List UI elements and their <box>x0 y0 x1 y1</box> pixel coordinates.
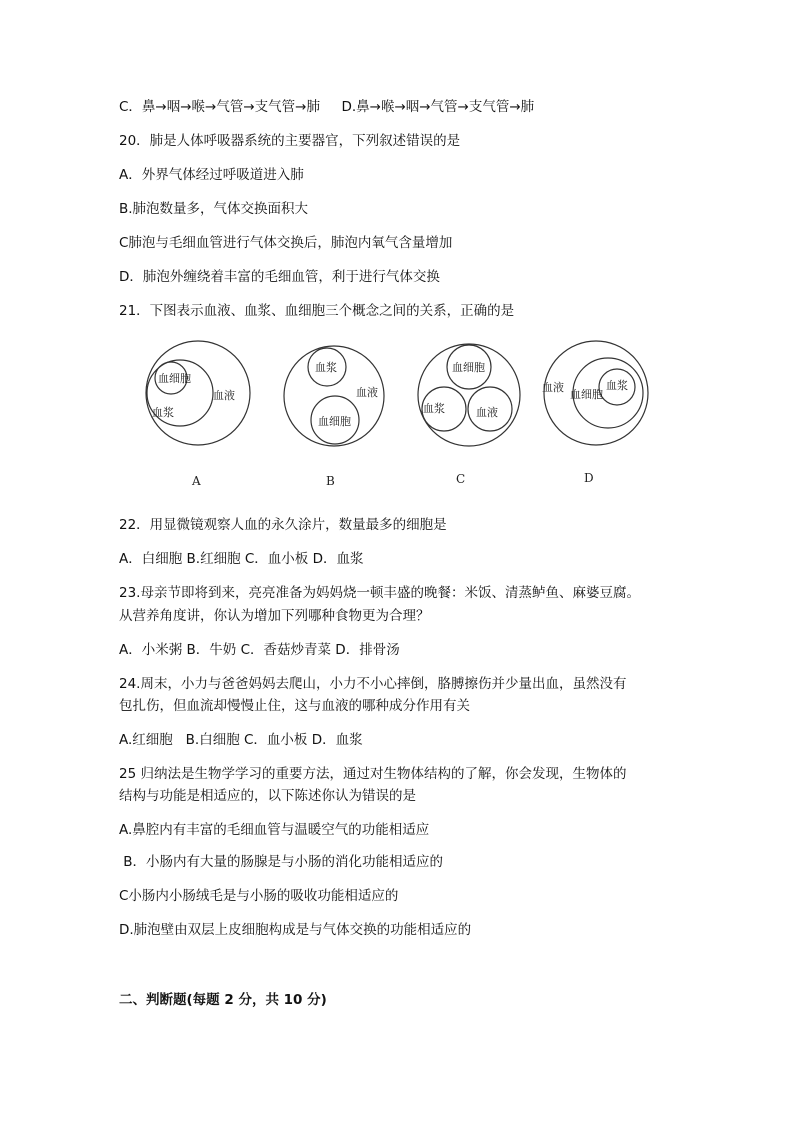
diagram-option-c <box>418 344 520 486</box>
q20-option-a: A．外界气体经过呼吸道进入肺 <box>119 167 304 183</box>
q25-stem-line2: 结构与功能是相适应的，以下陈述你认为错误的是 <box>119 788 416 804</box>
a-label-blood: 血液 <box>213 389 235 402</box>
q25-option-c: C小肠内小肠绒毛是与小肠的吸收功能相适应的 <box>119 888 399 904</box>
d-label-cells: 血细胞 <box>570 388 603 401</box>
q25-option-b: B．小肠内有大量的肠腺是与小肠的消化功能相适应的 <box>119 854 444 870</box>
c-option-label: C <box>456 472 466 486</box>
q24-options: A.红细胞 B.白细胞 C．血小板 D．血浆 <box>119 732 363 748</box>
b-label-cells: 血细胞 <box>318 415 351 428</box>
q25-stem-line1: 25 归纳法是生物学学习的重要方法，通过对生物体结构的了解，你会发现，生物体的 <box>119 766 627 782</box>
q23-stem-line1: 23.母亲节即将到来，亮亮准备为妈妈烧一顿丰盛的晚餐：米饭、清蒸鲈鱼、麻婆豆腐。 <box>119 585 640 601</box>
b-option-label: B <box>326 474 335 488</box>
b-label-plasma: 血浆 <box>315 361 337 374</box>
a-label-plasma: 血浆 <box>152 406 174 419</box>
q22-stem: 22．用显微镜观察人血的永久涂片，数量最多的细胞是 <box>119 517 447 533</box>
q23-options: A．小米粥 B．牛奶 C．香菇炒青菜 D．排骨汤 <box>119 642 400 658</box>
d-label-blood: 血液 <box>542 381 564 394</box>
venn-diagrams-svg <box>138 340 653 500</box>
q20-option-d: D．肺泡外缠绕着丰富的毛细血管，利于进行气体交换 <box>119 269 440 285</box>
q25-option-a: A.鼻腔内有丰富的毛细血管与温暖空气的功能相适应 <box>119 822 430 838</box>
diagram-option-b <box>284 346 384 488</box>
d-label-plasma: 血浆 <box>606 379 628 392</box>
q24-stem-line2: 包扎伤，但血流却慢慢止住，这与血液的哪种成分作用有关 <box>119 698 470 714</box>
diagram-option-d <box>542 341 648 485</box>
d-option-label: D <box>584 471 594 485</box>
q20-stem: 20．肺是人体呼吸器系统的主要器官，下列叙述错误的是 <box>119 133 461 149</box>
q19-options-cd: C．鼻→咽→喉→气管→支气管→肺 D.鼻→喉→咽→气管→支气管→肺 <box>119 99 535 115</box>
q21-stem: 21．下图表示血液、血浆、血细胞三个概念之间的关系，正确的是 <box>119 303 515 319</box>
b-label-blood: 血液 <box>356 386 378 399</box>
blood-concept-diagram <box>138 340 653 500</box>
c-outer-circle <box>418 344 520 446</box>
c-label-blood: 血液 <box>476 406 498 419</box>
c-label-plasma: 血浆 <box>423 402 445 415</box>
c-label-cells: 血细胞 <box>452 361 485 374</box>
diagram-option-a <box>146 341 250 488</box>
section-two-heading: 二、判断题(每题 2 分，共 10 分) <box>119 992 327 1008</box>
a-label-cells: 血细胞 <box>158 372 191 385</box>
q22-options: A．白细胞 B.红细胞 C．血小板 D．血浆 <box>119 551 364 567</box>
q23-stem-line2: 从营养角度讲，你认为增加下列哪种食物更为合理？ <box>119 608 430 624</box>
q20-option-b: B.肺泡数量多，气体交换面积大 <box>119 201 309 217</box>
q20-option-c: C肺泡与毛细血管进行气体交换后，肺泡内氧气含量增加 <box>119 235 453 251</box>
a-option-label: A <box>192 474 201 488</box>
q24-stem-line1: 24.周末，小力与爸爸妈妈去爬山，小力不小心摔倒，胳膊擦伤并少量出血，虽然没有 <box>119 676 627 692</box>
q25-option-d: D.肺泡壁由双层上皮细胞构成是与气体交换的功能相适应的 <box>119 922 472 938</box>
